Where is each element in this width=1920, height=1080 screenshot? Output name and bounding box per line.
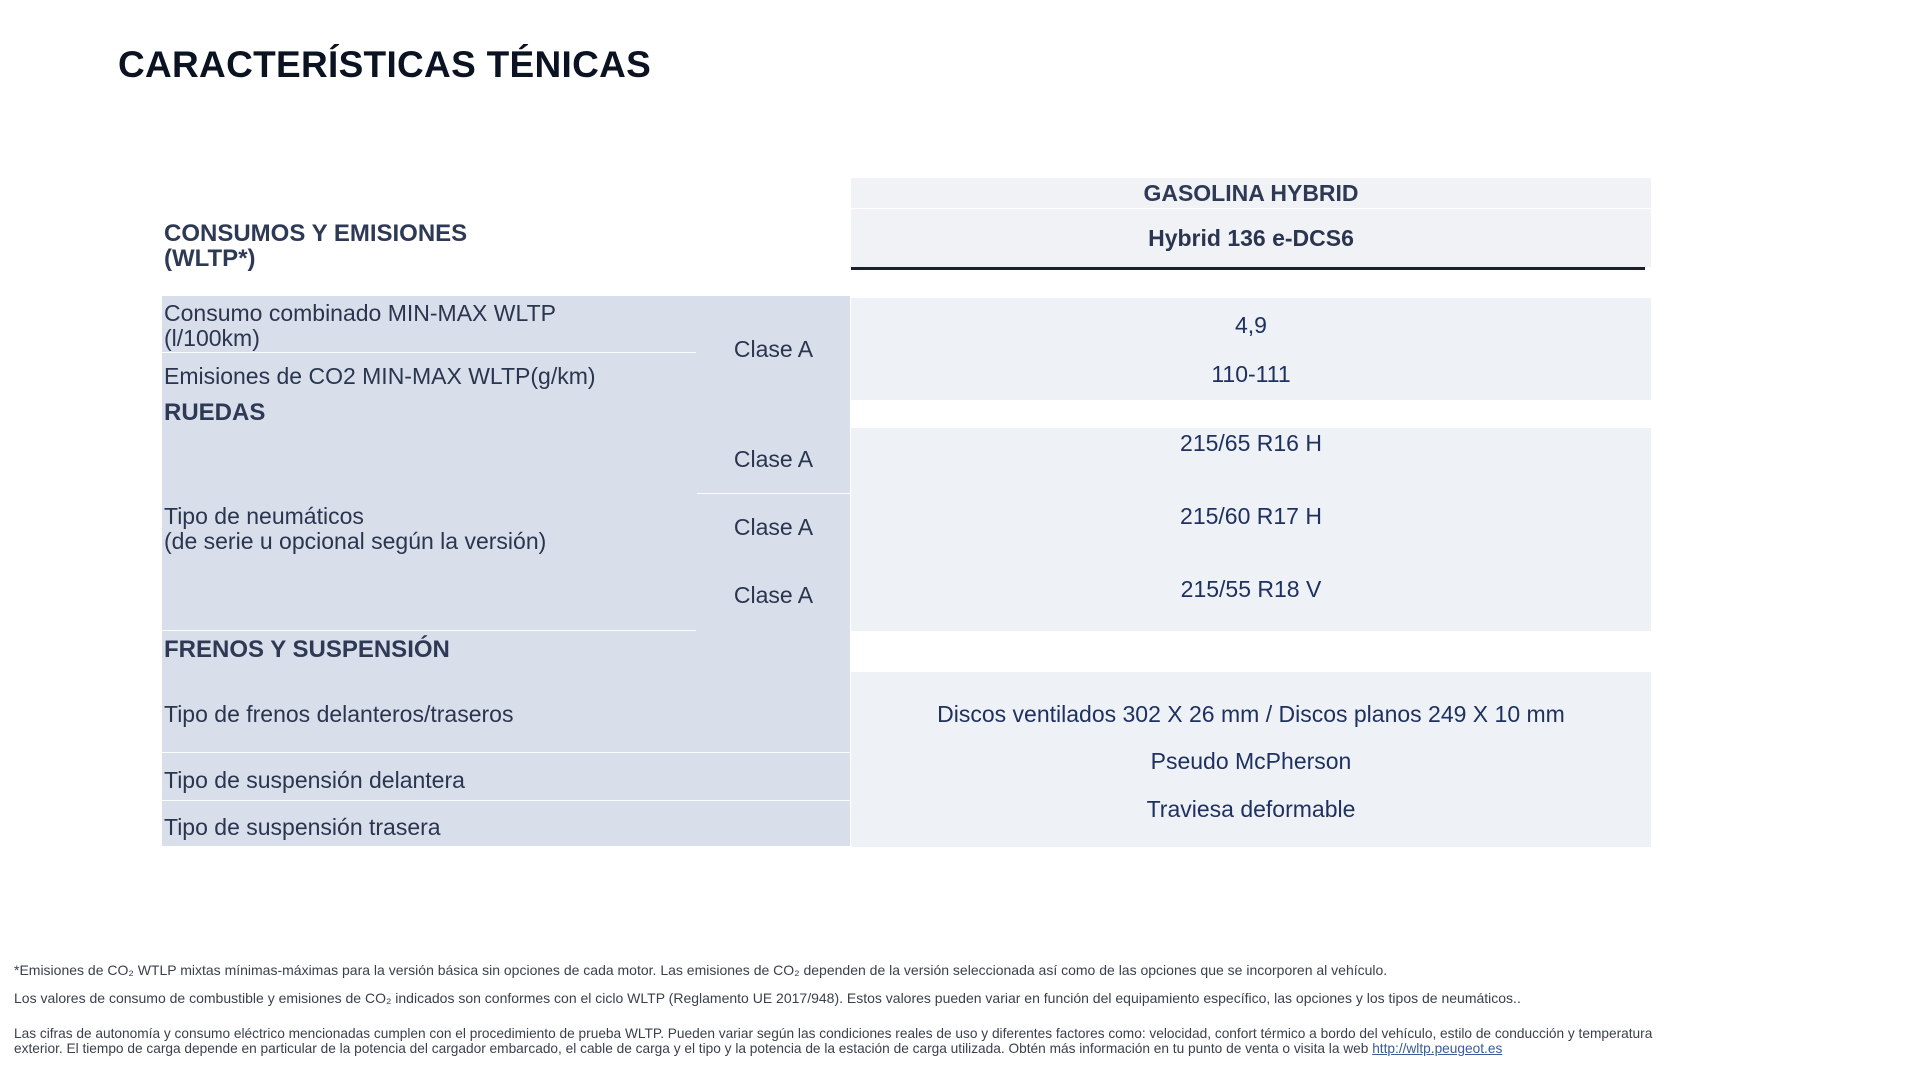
suspension-trasera-value: Traviesa deformable xyxy=(1146,796,1356,822)
wltp-link[interactable]: http://wltp.peugeot.es xyxy=(1372,1041,1503,1056)
header-divider xyxy=(851,267,1645,270)
section-title-frenos: FRENOS Y SUSPENSIÓN xyxy=(164,636,450,663)
neumatico-value-2: 215/60 R17 H xyxy=(1180,503,1322,529)
frenos-label: Tipo de frenos delanteros/traseros xyxy=(164,701,514,727)
row-divider xyxy=(162,752,850,753)
consumo-combinado-label: Consumo combinado MIN-MAX WLTP (l/100km) xyxy=(164,300,556,351)
neumatico-value-1: 215/65 R16 H xyxy=(1180,430,1322,456)
consumos-class: Clase A xyxy=(733,336,814,362)
page-title: CARACTERÍSTICAS TÉNICAS xyxy=(118,44,652,85)
section-title-consumos: CONSUMOS Y EMISIONES (WLTP*) xyxy=(164,220,468,272)
section-title-ruedas: RUEDAS xyxy=(164,399,266,426)
neumatico-value-3: 215/55 R18 V xyxy=(1180,576,1322,602)
footnote-autonomia: Las cifras de autonomía y consumo eléctrico mencionadas cumplen con el procedimiento de prueba WLTP. Pueden variar según las condiciones reales de uso y diferentes factores como: velocidad, confort térmico a bordo del vehículo, estilo de conducción y temperatura exterior. El tiempo de carga depende en particular de la potencia del cargador embarcado, el cable de carga y el tipo y la potencia de la estación de carga utilizada. Obtén más información en tu punto de venta o visita la web http://wltp.peugeot.es xyxy=(14,1026,1653,1056)
consumo-combinado-value: 4,9 xyxy=(1235,312,1267,338)
frenos-value: Discos ventilados 302 X 26 mm / Discos planos 249 X 10 mm xyxy=(937,701,1565,727)
footnote-wltp: Los valores de consumo de combustible y emisiones de CO₂ indicados son conformes con el ciclo WLTP (Reglamento UE 2017/948). Estos valores pueden variar en función del equipamiento específico, las opciones y los tipos de neumáticos.. xyxy=(14,990,1521,1006)
suspension-delantera-label: Tipo de suspensión delantera xyxy=(164,767,465,793)
row-divider xyxy=(162,630,696,631)
row-divider xyxy=(162,800,850,801)
emisiones-co2-value: 110-111 xyxy=(1211,361,1291,387)
neumaticos-label: Tipo de neumáticos (de serie u opcional según la versión) xyxy=(164,503,547,554)
column-header-engine: Hybrid 136 e-DCS6 xyxy=(851,209,1651,267)
ruedas-class-1: Clase A xyxy=(733,446,814,472)
footnote-emissions: *Emisiones de CO₂ WTLP mixtas mínimas-máximas para la versión básica sin opciones de cada motor. Las emisiones de CO₂ dependen de la versión seleccionada así como de las opciones que se incorporen al vehículo. xyxy=(14,962,1388,978)
column-header-fuel: GASOLINA HYBRID xyxy=(851,178,1651,208)
row-divider xyxy=(697,493,850,494)
suspension-delantera-value: Pseudo McPherson xyxy=(1150,748,1352,774)
emisiones-co2-label: Emisiones de CO2 MIN-MAX WLTP(g/km) xyxy=(164,363,596,389)
suspension-trasera-label: Tipo de suspensión trasera xyxy=(164,814,441,840)
row-divider xyxy=(162,352,696,353)
ruedas-class-3: Clase A xyxy=(733,582,814,608)
ruedas-class-2: Clase A xyxy=(733,514,814,540)
